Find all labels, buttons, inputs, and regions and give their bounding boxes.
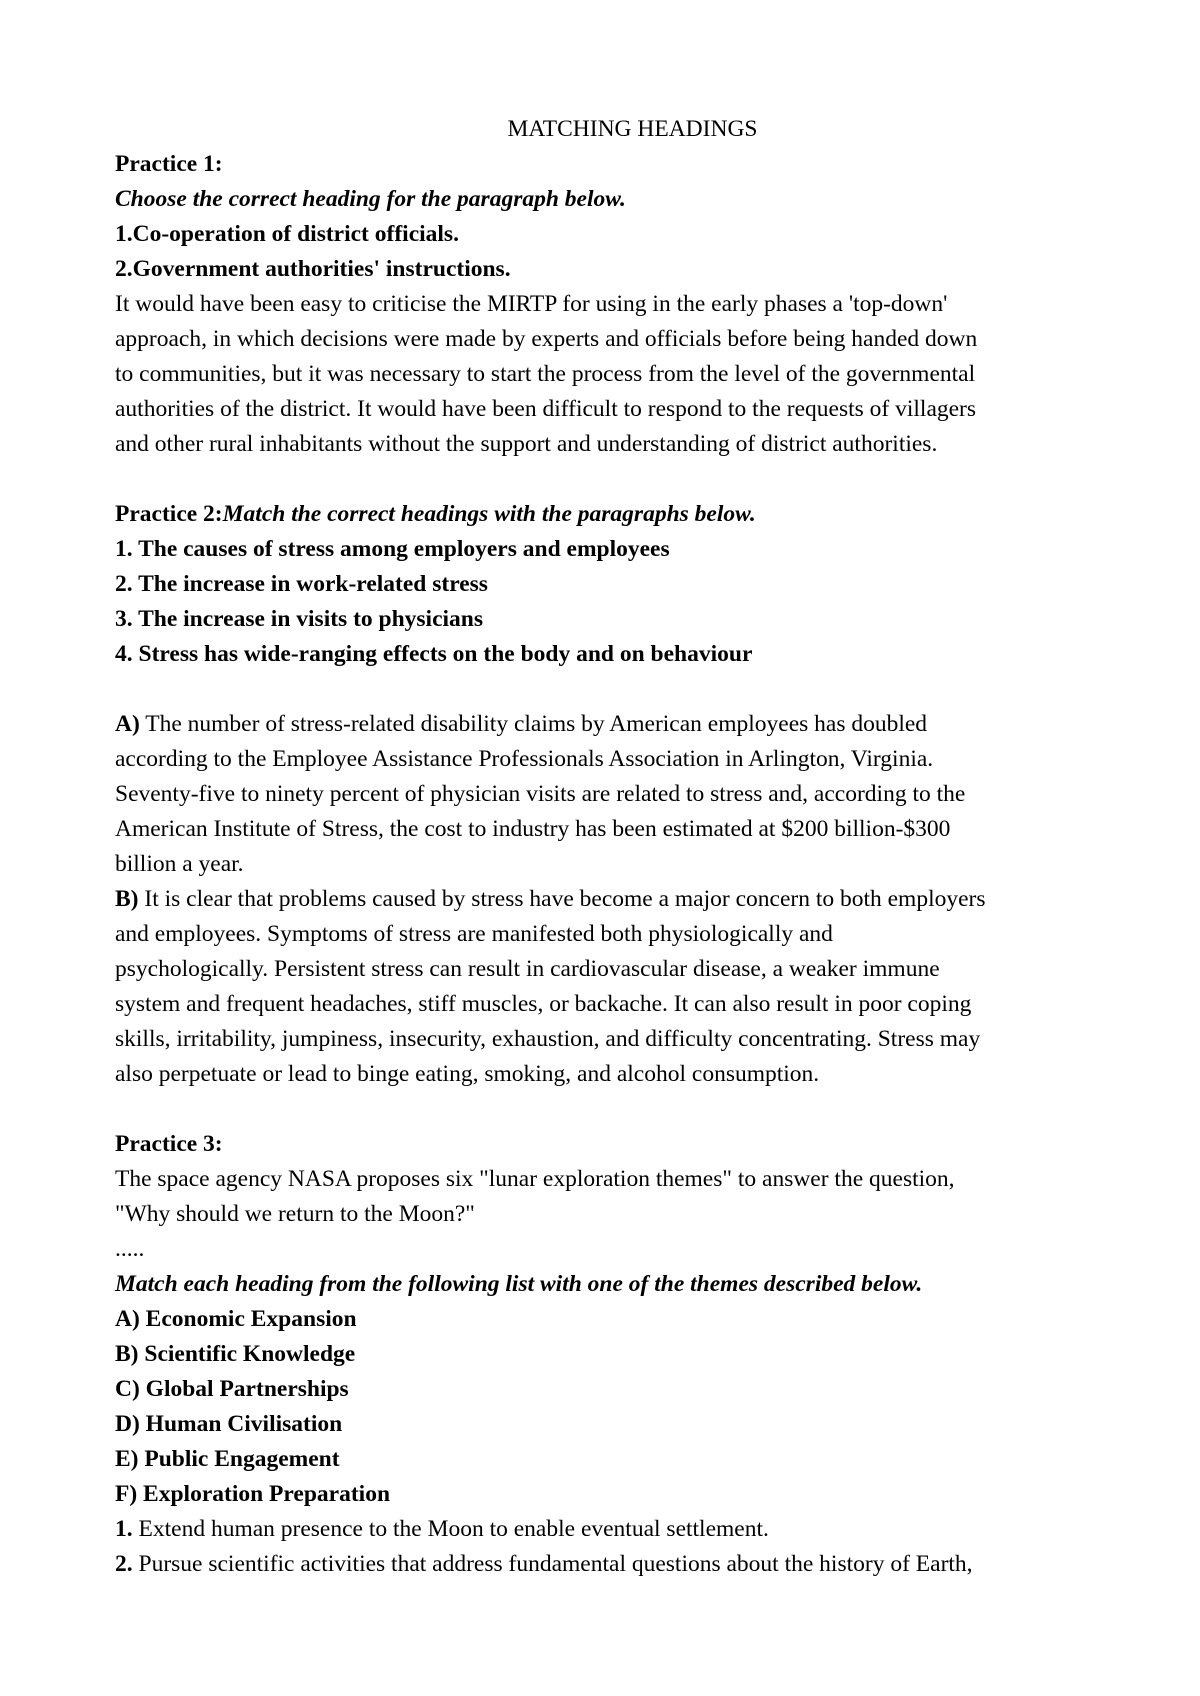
theme-number: 2. [115,1551,133,1577]
practice1-paragraph-line: approach, in which decisions were made by experts and officials before being handed down [115,326,978,352]
page-title: MATCHING HEADINGS [507,116,758,142]
practice3-heading: A) Economic Expansion [115,1306,357,1332]
practice2-header [115,497,1105,532]
paragraph-a-text: The number of stress-related disability claims by American employees has doubled [139,711,928,737]
paragraph-a-line: Seventy-five to ninety percent of physician visits are related to stress and, according to the [115,781,966,807]
practice2-heading: 1. The causes of stress among employers and employees [115,536,670,562]
practice1-paragraph-line: to communities, but it was necessary to start the process from the level of the governmental [115,361,976,387]
practice3-label: Practice 3: [115,1131,223,1157]
practice1-heading: 1.Co-operation of district officials. [115,221,459,247]
theme-text: Extend human presence to the Moon to enable eventual settlement. [132,1516,769,1542]
practice1-paragraph-line: and other rural inhabitants without the support and understanding of district authorities. [115,431,938,457]
paragraph-b-letter: B) [115,886,139,912]
practice1-instruction: Choose the correct heading for the paragraph below. [115,186,626,212]
practice3-ellipsis: ..... [115,1236,145,1262]
paragraph-b-line: system and frequent headaches, stiff muscles, or backache. It can also result in poor coping [115,991,972,1017]
paragraph-b-first-line [115,882,1105,917]
practice1-paragraph-line: It would have been easy to criticise the MIRTP for using in the early phases a 'top-down' [115,291,948,317]
blank-line [115,462,1105,497]
practice2-heading: 2. The increase in work-related stress [115,571,488,597]
practice3-heading: C) Global Partnerships [115,1376,349,1402]
practice1-heading: 2.Government authorities' instructions. [115,256,511,282]
practice3-instruction: Match each heading from the following list with one of the themes described below. [115,1271,923,1297]
practice3-intro-line: "Why should we return to the Moon?" [115,1201,475,1227]
paragraph-a-line: according to the Employee Assistance Professionals Association in Arlington, Virginia. [115,746,934,772]
practice3-heading: B) Scientific Knowledge [115,1341,356,1367]
practice3-heading: E) Public Engagement [115,1446,340,1472]
theme-number: 1. [115,1516,133,1542]
practice2-label: Practice 2: [115,501,223,527]
paragraph-a-line: billion a year. [115,851,244,877]
practice3-theme [115,1547,1105,1582]
theme-text: Pursue scientific activities that address fundamental questions about the history of Earth, [132,1551,973,1577]
practice2-heading: 3. The increase in visits to physicians [115,606,484,632]
practice3-heading: D) Human Civilisation [115,1411,343,1437]
paragraph-b-line: and employees. Symptoms of stress are manifested both physiologically and [115,921,833,947]
practice1-paragraph-line: authorities of the district. It would have been difficult to respond to the requests of villagers [115,396,977,422]
paragraph-a-first-line [115,707,1105,742]
paragraph-b-line: also perpetuate or lead to binge eating, smoking, and alcohol consumption. [115,1061,820,1087]
practice3-heading: F) Exploration Preparation [115,1481,391,1507]
blank-line [115,672,1105,707]
practice1-label: Practice 1: [115,151,223,177]
paragraph-b-line: psychologically. Persistent stress can result in cardiovascular disease, a weaker immune [115,956,940,982]
paragraph-b-line: skills, irritability, jumpiness, insecurity, exhaustion, and difficulty concentrating. Stress may [115,1026,981,1052]
blank-line [115,1092,1105,1127]
paragraph-b-text: It is clear that problems caused by stress have become a major concern to both employers [138,886,986,912]
practice3-intro-line: The space agency NASA proposes six "lunar exploration themes" to answer the question, [115,1166,955,1192]
practice3-theme [115,1512,1105,1547]
practice2-heading: 4. Stress has wide-ranging effects on the body and on behaviour [115,641,753,667]
document-page [115,112,1105,1582]
paragraph-a-line: American Institute of Stress, the cost to industry has been estimated at $200 billion-$300 [115,816,951,842]
practice2-instruction: Match the correct headings with the paragraphs below. [222,501,756,527]
paragraph-a-letter: A) [115,711,140,737]
